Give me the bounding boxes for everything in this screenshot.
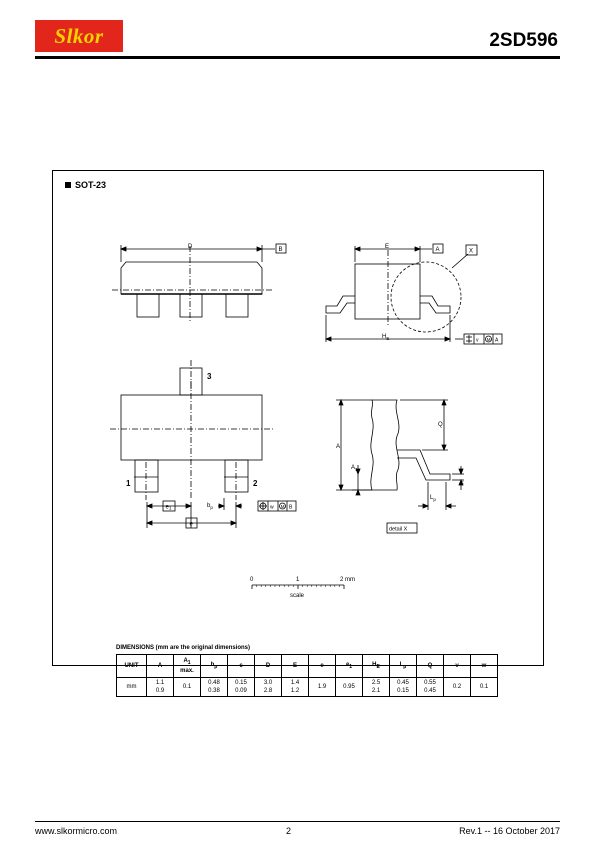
header-unit: UNIT xyxy=(117,655,147,678)
header-d: D xyxy=(255,655,282,678)
header-w: w xyxy=(471,655,498,678)
tol-m-side: M xyxy=(486,337,491,342)
label-he: $H_E$ xyxy=(382,334,390,341)
dimensions-title: DIMENSIONS (mm are the original dimensions) xyxy=(116,645,251,651)
tol-w: w xyxy=(270,504,274,511)
side-view xyxy=(326,244,502,344)
top-view xyxy=(112,244,286,322)
header-a: A xyxy=(147,655,174,678)
label-bp: $b_p$ xyxy=(207,503,213,510)
label-e-pitch: e xyxy=(189,521,193,528)
part-number: 2SD596 xyxy=(489,30,558,51)
cell-c: 0.15 0.09 xyxy=(228,678,255,697)
header-he: $H_E$ xyxy=(363,655,390,678)
scale-tick-2: 2 mm xyxy=(340,577,355,583)
scale-tick-0: 0 xyxy=(250,577,254,583)
cell-e-pitch: 1.9 xyxy=(309,678,336,697)
footer-page-number: 2 xyxy=(286,826,292,836)
cell-v: 0.2 xyxy=(444,678,471,697)
dimensions-table xyxy=(116,654,498,697)
header-e: E xyxy=(282,655,309,678)
header-e1: $e_1$ xyxy=(336,655,363,678)
package-title: SOT-23 xyxy=(75,180,107,190)
label-x: X xyxy=(469,248,474,255)
pin-1-label: 1 xyxy=(126,479,131,488)
footer-revision: Rev.1 -- 16 October 2017 xyxy=(459,826,560,836)
cell-unit: mm xyxy=(117,678,147,697)
header-q: Q xyxy=(417,655,444,678)
cell-e: 1.4 1.2 xyxy=(282,678,309,697)
cell-d: 3.0 2.8 xyxy=(255,678,282,697)
label-b: B xyxy=(278,247,283,253)
footer-rule xyxy=(35,821,560,822)
header-e-pitch: e xyxy=(309,655,336,678)
tol-a: A xyxy=(495,337,499,344)
table-row xyxy=(117,678,498,697)
label-d: D xyxy=(188,244,193,250)
pin-3-label: 3 xyxy=(207,372,212,381)
scale-tick-1: 1 xyxy=(296,577,300,583)
label-e: E xyxy=(385,244,390,250)
pin-2-label: 2 xyxy=(253,479,258,488)
cell-bp: 0.48 0.38 xyxy=(201,678,228,697)
bottom-view xyxy=(110,360,296,528)
header-bp: $b_p$ xyxy=(201,655,228,678)
label-c: c xyxy=(461,480,464,486)
header-v: v xyxy=(444,655,471,678)
tol-b: B xyxy=(289,504,293,511)
scale-bar xyxy=(252,585,344,589)
scale-label: scale xyxy=(290,593,305,599)
header-c: c xyxy=(228,655,255,678)
cell-q: 0.55 0.45 xyxy=(417,678,444,697)
cell-e1: 0.95 xyxy=(336,678,363,697)
header-lp: $L_p$ xyxy=(390,655,417,678)
label-lp: $L_p$ xyxy=(430,495,436,502)
cell-a1: 0.1 xyxy=(174,678,201,697)
cell-w: 0.1 xyxy=(471,678,498,697)
label-a-height: A xyxy=(336,444,341,450)
label-a-datum: A xyxy=(435,247,440,253)
logo-text: Slkor xyxy=(54,23,104,48)
label-e1: e1 xyxy=(165,504,172,511)
tol-v: v xyxy=(476,337,479,344)
detail-x-label: detail X xyxy=(389,526,408,533)
cell-he: 2.5 2.1 xyxy=(363,678,390,697)
label-q: Q xyxy=(438,422,443,428)
label-a1: $A_1$ xyxy=(351,465,358,472)
cell-lp: 0.45 0.15 xyxy=(390,678,417,697)
cell-a: 1.1 0.9 xyxy=(147,678,174,697)
table-header-row xyxy=(117,655,498,678)
header-a1: $A_1$ max. xyxy=(174,655,201,678)
footer-website[interactable]: www.slkormicro.com xyxy=(35,826,118,836)
tol-m-bottom: M xyxy=(280,504,285,509)
